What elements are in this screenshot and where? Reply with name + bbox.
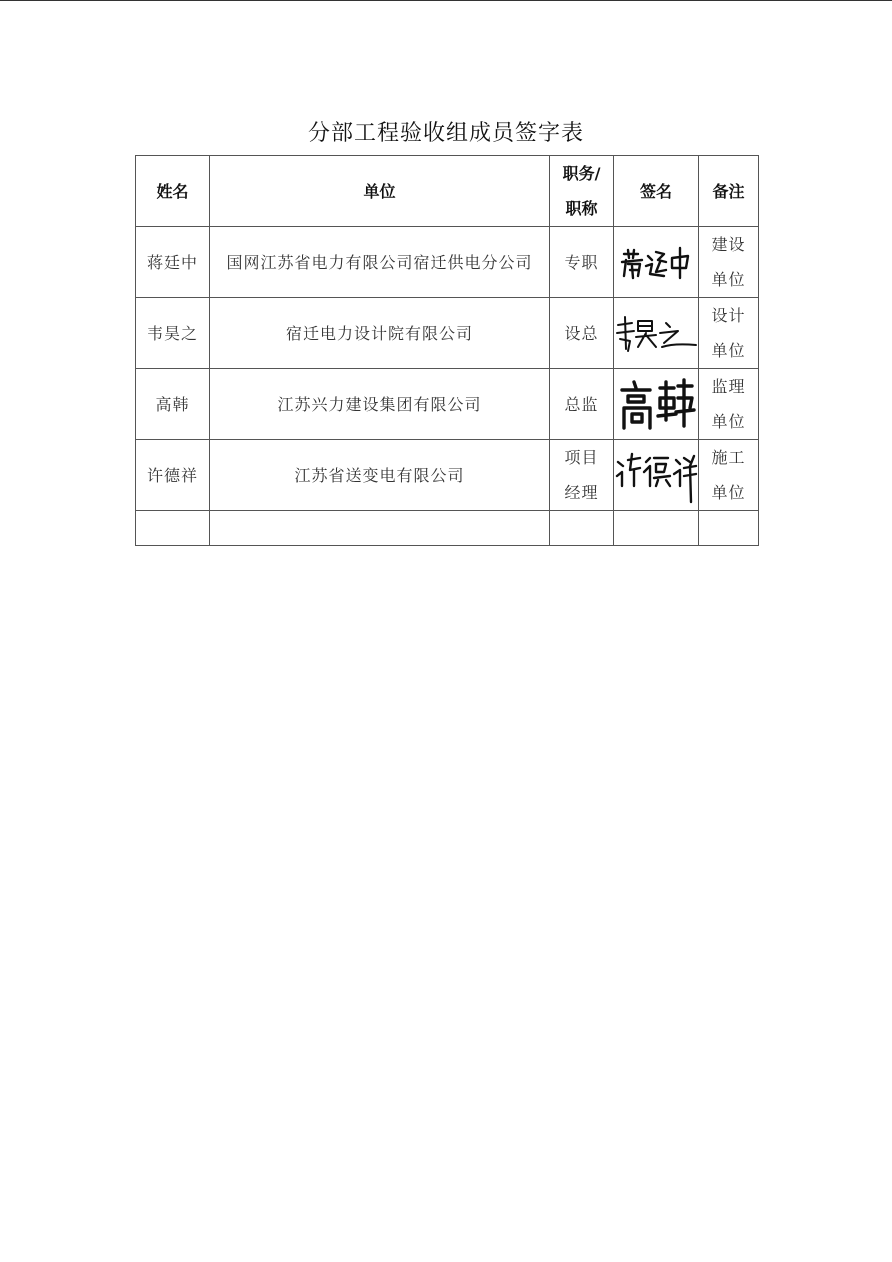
table-header-row — [136, 156, 759, 227]
table-row — [136, 227, 759, 298]
cell-signature — [614, 369, 699, 440]
cell-remarks — [699, 298, 759, 369]
cell-unit: 江苏省送变电有限公司 — [210, 440, 550, 511]
header-unit: 单位 — [210, 156, 550, 227]
page-top-rule — [0, 0, 892, 1]
position-line2: 经理 — [564, 483, 599, 502]
position-line1: 项目 — [564, 448, 599, 467]
cell-signature — [614, 298, 699, 369]
cell-position — [550, 440, 614, 511]
cell-unit: 国网江苏省电力有限公司宿迁供电分公司 — [210, 227, 550, 298]
table-row — [136, 298, 759, 369]
header-name: 姓名 — [136, 156, 210, 227]
header-position-line1: 职务/ — [562, 164, 601, 183]
remarks-line2: 单位 — [711, 341, 746, 360]
handwritten-signature — [616, 242, 696, 282]
cell-unit: 宿迁电力设计院有限公司 — [210, 298, 550, 369]
cell-remarks — [699, 227, 759, 298]
remarks-line2: 单位 — [711, 270, 746, 289]
handwritten-signature — [616, 376, 696, 432]
table-row — [136, 440, 759, 511]
cell-signature — [614, 227, 699, 298]
cell-name: 蒋廷中 — [136, 227, 210, 298]
header-position-line2: 职称 — [565, 199, 598, 218]
remarks-line2: 单位 — [711, 483, 746, 502]
cell-position: 总监 — [550, 369, 614, 440]
header-position — [550, 156, 614, 227]
signature-table — [135, 155, 759, 546]
cell-empty — [614, 511, 699, 546]
remarks-line2: 单位 — [711, 412, 746, 431]
cell-position: 专职 — [550, 227, 614, 298]
remarks-line1: 设计 — [711, 306, 746, 325]
remarks-line1: 监理 — [711, 377, 746, 396]
cell-name: 许德祥 — [136, 440, 210, 511]
cell-empty — [550, 511, 614, 546]
cell-name: 高韩 — [136, 369, 210, 440]
cell-empty — [210, 511, 550, 546]
header-signature: 签名 — [614, 156, 699, 227]
table-row — [136, 369, 759, 440]
cell-unit: 江苏兴力建设集团有限公司 — [210, 369, 550, 440]
cell-remarks — [699, 440, 759, 511]
handwritten-signature — [614, 446, 698, 504]
handwritten-signature — [614, 311, 698, 355]
cell-empty — [136, 511, 210, 546]
cell-empty — [699, 511, 759, 546]
table-row-empty — [136, 511, 759, 546]
cell-signature — [614, 440, 699, 511]
header-remarks: 备注 — [699, 156, 759, 227]
page-title: 分部工程验收组成员签字表 — [307, 121, 584, 146]
cell-remarks — [699, 369, 759, 440]
cell-position: 设总 — [550, 298, 614, 369]
cell-name: 韦昊之 — [136, 298, 210, 369]
remarks-line1: 建设 — [711, 235, 746, 254]
remarks-line1: 施工 — [711, 448, 746, 467]
